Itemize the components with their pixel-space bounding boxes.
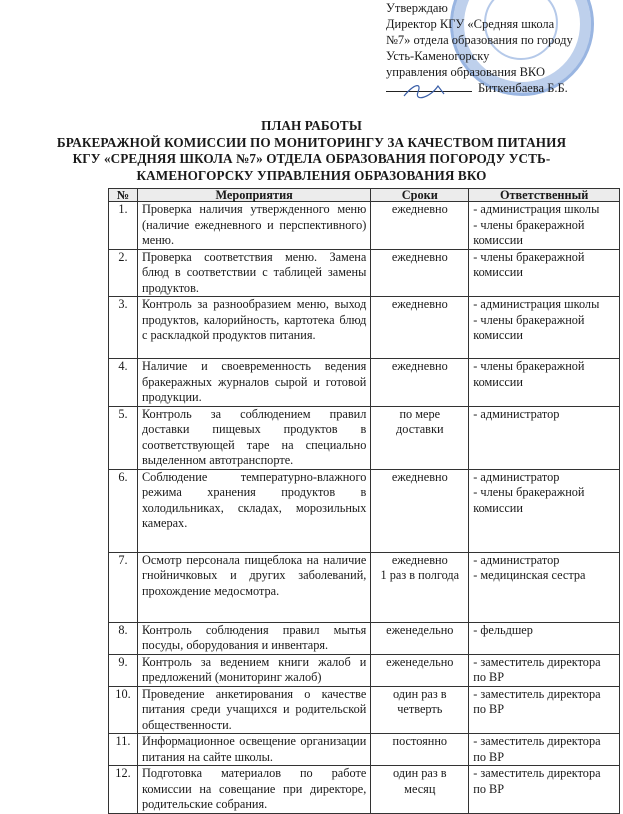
term-line: по мере [399,406,441,421]
table-row [109,622,620,654]
row-number: 4. [109,359,138,407]
responsible-line: - члены бракеражной комиссии [473,217,585,247]
row-activity: Проведение анкетирования о качестве питания среди учащихся и родительской общественности. [137,686,370,734]
responsible-line: - администрация школы [473,202,600,216]
row-number: 9. [109,654,138,686]
header-responsible: Ответственный [469,189,620,202]
row-activity: Контроль за разнообразием меню, выход продуктов, калорийность, картотека блюд с раскладкой продуктов питания. [137,297,370,359]
table-row [109,686,620,734]
responsible-line: - заместитель директора по ВР [473,734,601,764]
responsible-line: - заместитель директора по ВР [473,766,601,796]
header-activity: Мероприятия [137,189,370,202]
responsible-line: - медицинская сестра [473,568,586,582]
work-plan-table [108,188,620,814]
row-responsible [469,622,620,654]
term-line: доставки [396,422,444,436]
term-line: еженедельно [386,622,454,637]
row-number: 2. [109,249,138,297]
row-term [371,654,469,686]
table-row [109,766,620,814]
row-responsible [469,359,620,407]
term-line: один раз в [392,686,447,701]
row-number: 10. [109,686,138,734]
row-responsible [469,202,620,250]
row-responsible [469,552,620,622]
responsible-line: - члены бракеражной комиссии [473,359,585,389]
term-line: месяц [404,781,436,796]
row-activity: Соблюдение температурно-влажного режима хранения продуктов в холодильниках, складах, морозильных камерах. [137,469,370,552]
row-responsible [469,734,620,766]
row-number: 8. [109,622,138,654]
row-number: 5. [109,406,138,469]
signatory-name: Биткенбаева Б.Б. [478,81,568,95]
term-line: один раз в [392,766,447,780]
title-line: ПЛАН РАБОТЫ [261,118,362,133]
term-line: ежедневно [391,202,448,216]
responsible-line: - администратор [473,469,560,484]
term-line: 1 раз в полгода [380,568,460,582]
document-title [0,118,623,184]
signature-blank [386,91,472,92]
responsible-line: - фельдшер [473,622,533,637]
signature-line [386,80,623,96]
row-term [371,766,469,814]
row-term [371,249,469,297]
table-row [109,249,620,297]
term-line: четверть [397,702,443,716]
responsible-line: - члены бракеражной комиссии [473,249,585,279]
header-term: Сроки [371,189,469,202]
row-number: 12. [109,766,138,814]
term-line: еженедельно [386,654,454,669]
row-responsible [469,469,620,552]
responsible-line: - администратор [473,406,560,421]
row-term [371,734,469,766]
title-line: КАМЕНОГОРСКУ УПРАВЛЕНИЯ ОБРАЗОВАНИЯ ВКО [136,167,487,183]
row-responsible [469,406,620,469]
row-number: 11. [109,734,138,766]
row-activity: Контроль за соблюдением правил доставки пищевых продуктов в соответствующей таре на специально выделенном автотранспорте. [137,406,370,469]
row-activity: Осмотр персонала пищеблока на наличие гнойничковых и других заболеваний, прохождение медосмотра. [137,552,370,622]
row-responsible [469,654,620,686]
row-term [371,552,469,622]
approval-line: Усть-Каменогорску [386,49,490,63]
row-term [371,686,469,734]
responsible-line: - члены бракеражной комиссии [473,485,585,515]
term-line: ежедневно [391,297,448,311]
table-header-row [109,189,620,202]
row-term [371,469,469,552]
responsible-line: - члены бракеражной комиссии [473,312,585,342]
table-row [109,469,620,552]
row-responsible [469,249,620,297]
row-term [371,297,469,359]
term-line: ежедневно [391,359,448,373]
row-activity: Информационное освещение организации питания на сайте школы. [137,734,370,766]
term-line: ежедневно [391,469,448,484]
row-number: 1. [109,202,138,250]
responsible-line: - заместитель директора по ВР [473,686,601,716]
row-term [371,406,469,469]
row-responsible [469,686,620,734]
row-term [371,359,469,407]
row-term [371,622,469,654]
approval-block [386,0,623,96]
approval-line: управления образования ВКО [386,65,545,79]
responsible-line: - заместитель директора по ВР [473,654,601,684]
table-row [109,734,620,766]
table-row [109,297,620,359]
approval-line: Директор КГУ «Средняя школа [386,17,555,31]
table-row [109,406,620,469]
row-activity: Проверка соответствия меню. Замена блюд в соответствии с таблицей замены продуктов. [137,249,370,297]
row-activity: Контроль за ведением книги жалоб и предложений (мониторинг жалоб) [137,654,370,686]
responsible-line: - администрация школы [473,297,600,311]
title-line: БРАКЕРАЖНОЙ КОМИССИИ ПО МОНИТОРИНГУ ЗА КАЧЕСТВОМ ПИТАНИЯ [56,134,567,150]
table-row [109,359,620,407]
row-number: 6. [109,469,138,552]
term-line: ежедневно [391,552,448,567]
table-row [109,202,620,250]
term-line: ежедневно [391,249,448,264]
row-activity: Контроль соблюдения правил мытья посуды, оборудования и инвентаря. [137,622,370,654]
row-number: 7. [109,552,138,622]
row-responsible [469,297,620,359]
term-line: постоянно [392,734,448,748]
row-responsible [469,766,620,814]
row-term [371,202,469,250]
row-number: 3. [109,297,138,359]
row-activity: Проверка наличия утвержденного меню (наличие ежедневного и перспективного) меню. [137,202,370,250]
table-row [109,552,620,622]
title-line: КГУ «СРЕДНЯЯ ШКОЛА №7» ОТДЕЛА ОБРАЗОВАНИЯ ПОГОРОДУ УСТЬ- [72,151,551,166]
approval-line: №7» отдела образования по городу [386,33,573,47]
header-number: № [109,189,138,202]
row-activity: Наличие и своевременность ведения бракеражных журналов сырой и готовой продукции. [137,359,370,407]
table-row [109,654,620,686]
responsible-line: - администратор [473,552,560,567]
approval-line: Утверждаю [386,1,448,15]
row-activity: Подготовка материалов по работе комиссии на совещание при директоре, родительские собрания. [137,766,370,814]
